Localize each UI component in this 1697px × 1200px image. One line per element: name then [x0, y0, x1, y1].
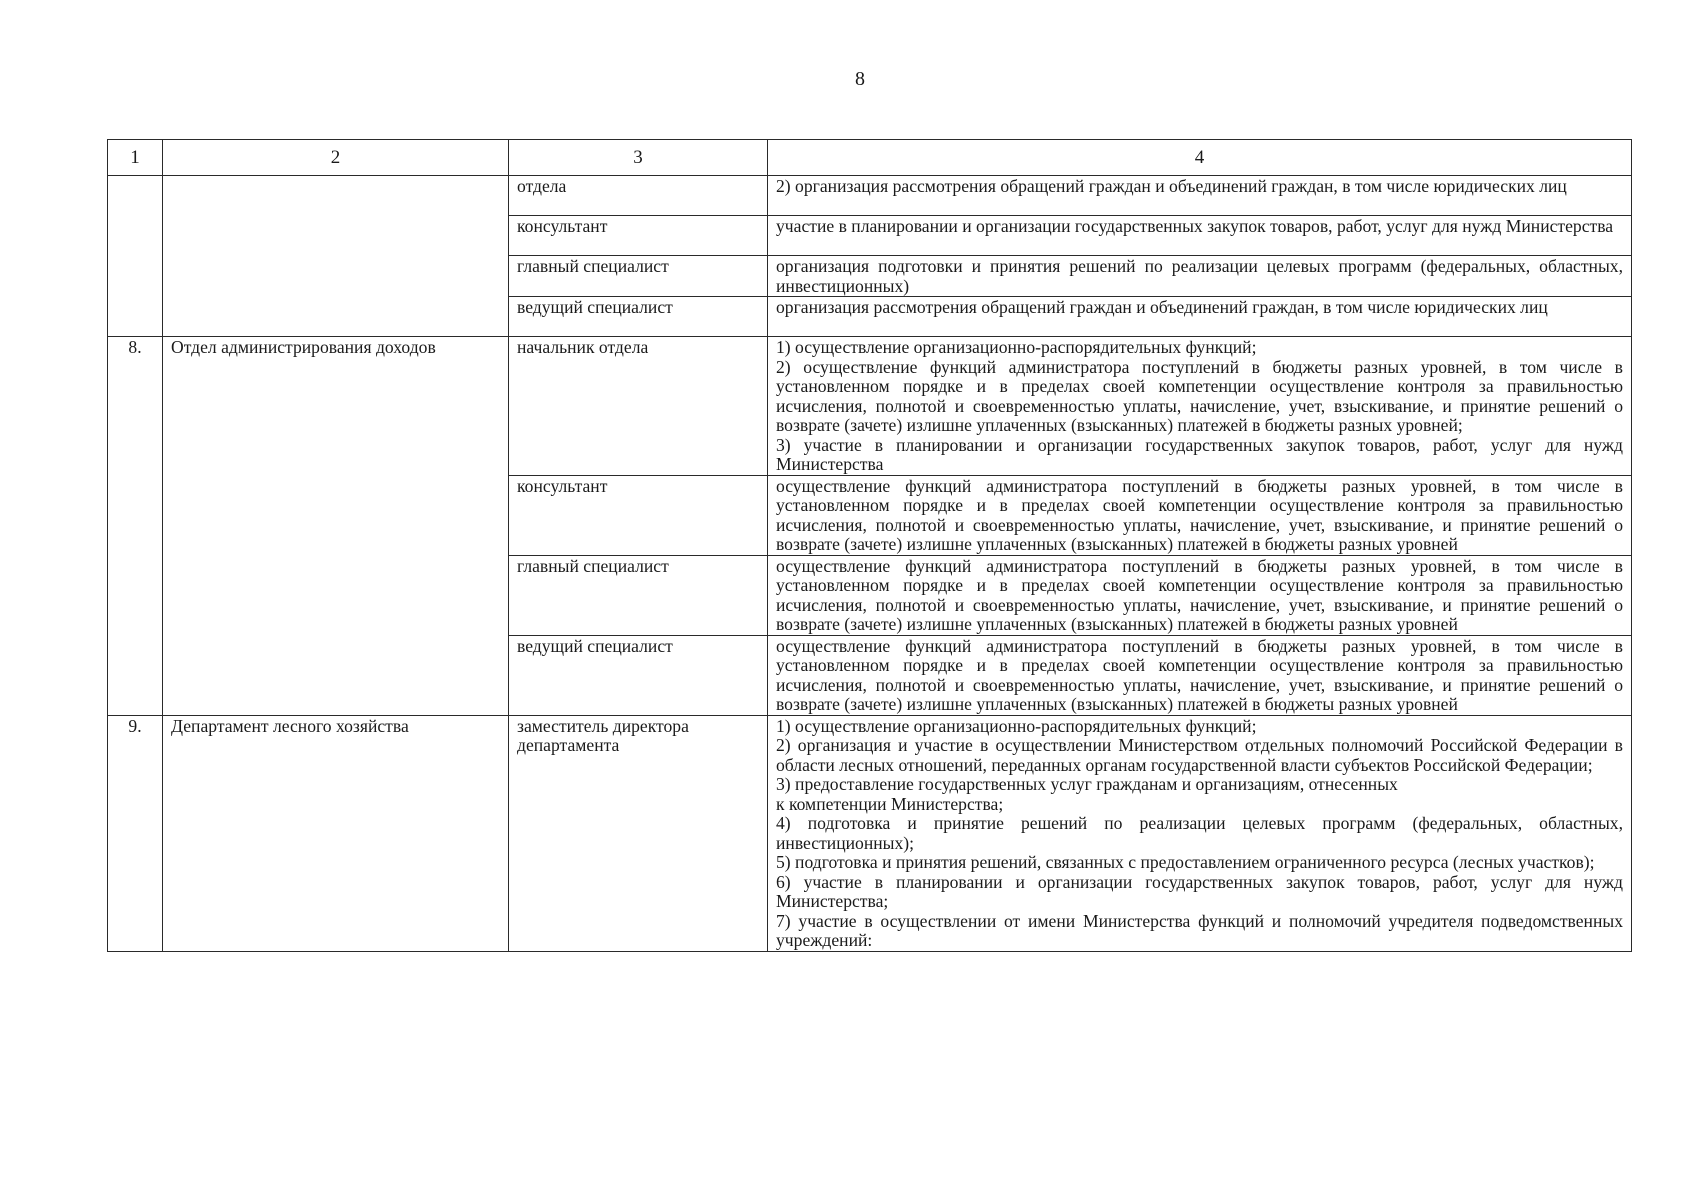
row-number-cell: 8. — [108, 337, 163, 716]
duty-text: 5) подготовка и принятия решений, связанных с предоставлением ограниченного ресурса (лесных участков); — [776, 852, 1595, 872]
row-number-cell: 9. — [108, 715, 163, 951]
column-header-3: 3 — [509, 140, 768, 176]
position-title-line: заместитель директора — [517, 715, 689, 736]
position-cell — [509, 715, 768, 951]
department-cell — [163, 176, 509, 337]
duty-text: 2) осуществление функций администратора поступлений в бюджеты разных уровней, в том числе в установленном порядке и в пределах своей компетенции осуществление контроля за правильностью исчисления, полнотой и своевременностью уплаты, начисление, учет, взыскивание, и принятие решений о возврате (зачете) излишне уплаченных (взысканных) платежей в бюджеты разных уровней; — [776, 356, 1623, 435]
duty-text: 1) осуществление организационно-распорядительных функций; — [776, 715, 1257, 736]
duties-cell — [768, 297, 1632, 337]
position-cell: главный специалист — [509, 256, 768, 297]
duty-text: к компетенции Министерства; — [776, 793, 1004, 814]
duties-cell — [768, 216, 1632, 256]
positions-table — [107, 139, 1632, 952]
column-header-1: 1 — [108, 140, 163, 176]
table-row — [108, 176, 1632, 216]
duty-text: осуществление функций администратора поступлений в бюджеты разных уровней, в том числе в установленном порядке и в пределах своей компетенции осуществление контроля за правильностью исчисления, полнотой и своевременностью уплаты, начисление, учет, взыскивание, и принятие решений о возврате (зачете) излишне уплаченных (взысканных) платежей в бюджеты разных уровней — [776, 635, 1623, 714]
position-cell: ведущий специалист — [509, 297, 768, 337]
duties-cell — [768, 337, 1632, 476]
page-number: 8 — [855, 68, 865, 90]
duty-text: 4) подготовка и принятие решений по реализации целевых программ (федеральных, областных, инвестиционных); — [776, 813, 1623, 853]
position-cell: отдела — [509, 176, 768, 216]
column-header-4: 4 — [768, 140, 1632, 176]
duty-text: 3) участие в планировании и организации государственных закупок товаров, работ, услуг для нужд Министерства — [776, 434, 1623, 474]
column-header-2: 2 — [163, 140, 509, 176]
duties-cell — [768, 475, 1632, 555]
position-cell: начальник отдела — [509, 337, 768, 476]
table-row — [108, 337, 1632, 476]
duty-text: 2) организация рассмотрения обращений граждан и объединений граждан, в том числе юридических лиц — [776, 176, 1567, 196]
duty-text: 2) организация и участие в осуществлении Министерством отдельных полномочий Российской Федерации в области лесных отношений, переданных органам государственной власти субъектов Российской Федерации; — [776, 735, 1623, 775]
duties-cell — [768, 635, 1632, 715]
duty-text: 3) предоставление государственных услуг гражданам и организациям, отнесенных — [776, 774, 1398, 794]
duty-text: 1) осуществление организационно-распорядительных функций; — [776, 337, 1257, 357]
position-cell: консультант — [509, 475, 768, 555]
table-header-row — [108, 140, 1632, 176]
department-cell: Отдел администрирования доходов — [163, 337, 509, 716]
position-cell: главный специалист — [509, 555, 768, 635]
duties-cell — [768, 256, 1632, 297]
duties-cell — [768, 555, 1632, 635]
duty-text: организация подготовки и принятия решений по реализации целевых программ (федеральных, областных, инвестиционных) — [776, 256, 1623, 296]
duty-text: участие в планировании и организации государственных закупок товаров, работ, услуг для нужд Министерства — [776, 216, 1614, 236]
duty-text: организация рассмотрения обращений граждан и объединений граждан, в том числе юридических лиц — [776, 297, 1548, 317]
department-cell: Департамент лесного хозяйства — [163, 715, 509, 951]
duty-text: осуществление функций администратора поступлений в бюджеты разных уровней, в том числе в установленном порядке и в пределах своей компетенции осуществление контроля за правильностью исчисления, полнотой и своевременностью уплаты, начисление, учет, взыскивание, и принятие решений о возврате (зачете) излишне уплаченных (взысканных) платежей в бюджеты разных уровней — [776, 475, 1623, 554]
row-number-cell — [108, 176, 163, 337]
duty-text: осуществление функций администратора поступлений в бюджеты разных уровней, в том числе в установленном порядке и в пределах своей компетенции осуществление контроля за правильностью исчисления, полнотой и своевременностью уплаты, начисление, учет, взыскивание, и принятие решений о возврате (зачете) излишне уплаченных (взысканных) платежей в бюджеты разных уровней — [776, 555, 1623, 634]
duty-text: 6) участие в планировании и организации государственных закупок товаров, работ, услуг для нужд Министерства; — [776, 871, 1623, 911]
duties-cell — [768, 715, 1632, 951]
position-title-line: департамента — [517, 735, 620, 755]
table-row — [108, 715, 1632, 951]
position-cell: консультант — [509, 216, 768, 256]
duty-text: 7) участие в осуществлении от имени Министерства функций и полномочий учредителя подведомственных учреждений: — [776, 910, 1623, 950]
position-cell: ведущий специалист — [509, 635, 768, 715]
duties-cell — [768, 176, 1632, 216]
